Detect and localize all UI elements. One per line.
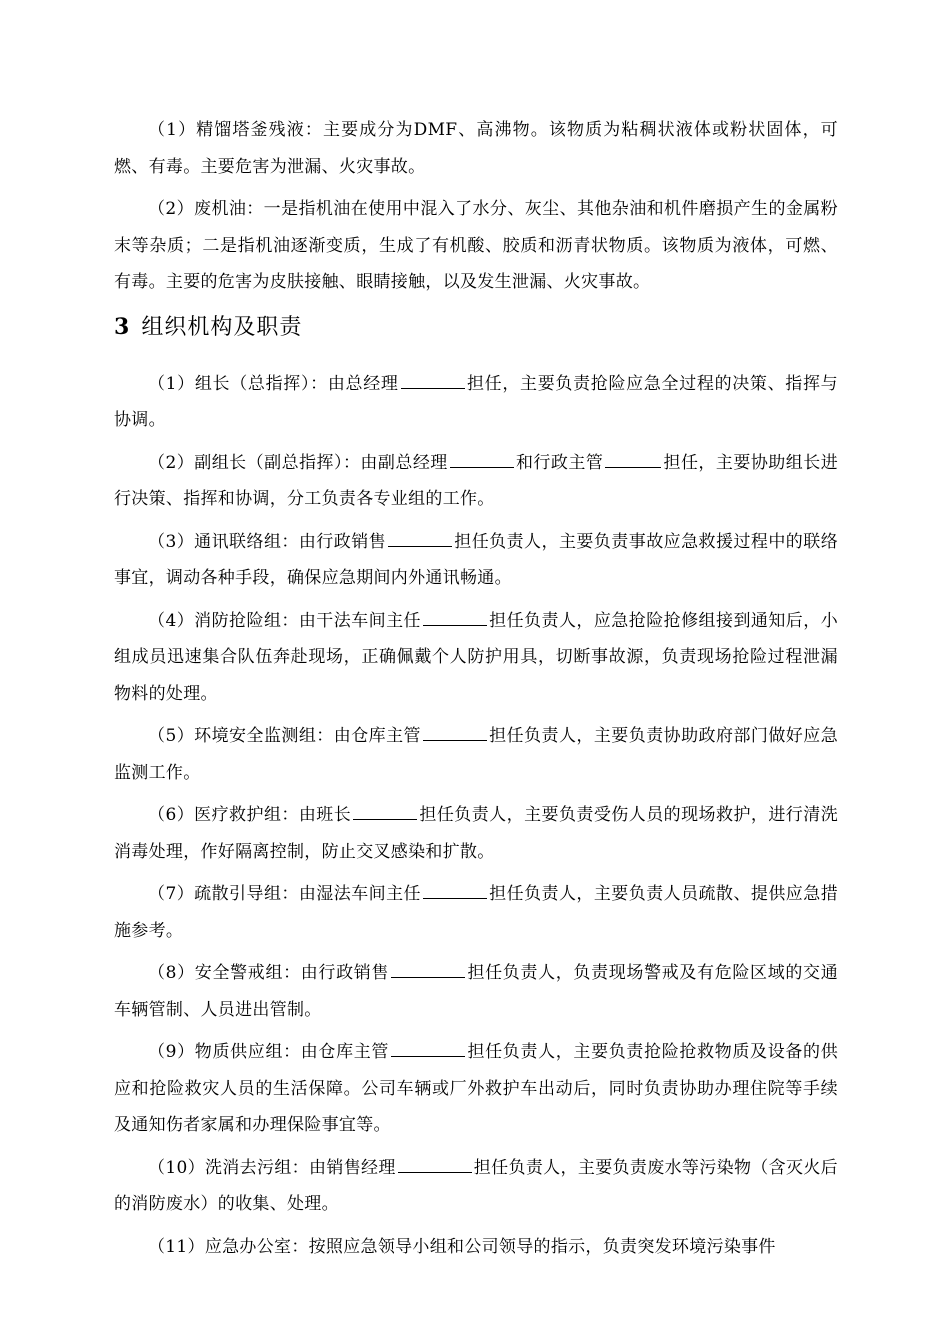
role-text: （1）组长（总指挥）：由总经理 <box>148 373 399 394</box>
role-paragraph <box>114 603 838 713</box>
role-text: （3）通讯联络组：由行政销售 <box>148 531 387 552</box>
fill-in-blank <box>391 1055 465 1057</box>
role-paragraph <box>114 718 838 791</box>
section-title: 组织机构及职责 <box>141 314 303 340</box>
role-paragraph <box>114 445 838 518</box>
role-text: （6）医疗救护组：由班长 <box>148 805 352 825</box>
role-text: （10）洗消去污组：由销售经理 <box>148 1157 396 1178</box>
fill-in-blank <box>401 387 465 389</box>
role-text: 担任，主要负责抢险应急全过程的决策、指挥与协调。 <box>114 373 838 430</box>
role-text: 担任负责人，主要负责受伤人员的现场救护，进行清洗消毒处理，作好隔离控制，防止交叉感染和扩散。 <box>114 805 839 862</box>
role-text: （5）环境安全监测组：由仓库主管 <box>148 726 422 746</box>
role-paragraph <box>114 524 838 597</box>
role-text: （8）安全警戒组：由行政销售 <box>148 963 390 983</box>
paragraph-still-residue: （1）精馏塔釜残液：主要成分为DMF、高沸物。该物质为粘稠状液体或粉状固体，可燃、有毒。主要危害为泄漏、火灾事故。 <box>114 120 838 177</box>
role-text: （11）应急办公室：按照应急领导小组和公司领导的指示，负责突发环境污染事件 <box>148 1236 776 1257</box>
role-paragraph <box>114 1150 838 1223</box>
paragraph-waste-oil: （2）废机油：一是指机油在使用中混入了水分、灰尘、其他杂油和机件磨损产生的金属粉末等杂质；二是指机油逐渐变质，生成了有机酸、胶质和沥青状物质。该物质为液体，可燃、有毒。主要的危害为皮肤接触、眼睛接触，以及发生泄漏、火灾事故。 <box>114 199 838 292</box>
role-text: 担任负责人，负责现场警戒及有危险区域的交通车辆管制、人员进出管制。 <box>114 963 838 1020</box>
fill-in-blank <box>605 466 661 468</box>
fill-in-blank <box>450 466 514 468</box>
role-text: 担任负责人，应急抢险抢修组接到通知后，小组成员迅速集合队伍奔赴现场，正确佩戴个人防护用具，切断事故源，负责现场抢险过程泄漏物料的处理。 <box>114 610 839 704</box>
fill-in-blank <box>388 545 452 547</box>
section-number: 3 <box>114 313 130 340</box>
role-paragraph <box>114 366 838 439</box>
fill-in-blank <box>423 739 487 741</box>
fill-in-blank <box>353 818 417 820</box>
role-paragraph <box>114 1229 838 1266</box>
fill-in-blank <box>423 897 487 899</box>
role-text: 担任负责人，主要负责事故应急救援过程中的联络事宜，调动各种手段，确保应急期间内外通讯畅通。 <box>114 531 838 588</box>
role-text: 担任负责人，主要负责废水等污染物（含灭火后的消防废水）的收集、处理。 <box>114 1157 838 1214</box>
role-text: 和行政主管 <box>515 452 604 473</box>
role-paragraph <box>114 955 838 1028</box>
fill-in-blank <box>391 976 465 978</box>
fill-in-blank <box>398 1171 472 1173</box>
role-text: 担任负责人，主要负责抢险抢救物质及设备的供应和抢险救灾人员的生活保障。公司车辆或厂外救护车出动后，同时负责协助办理住院等手续及通知伤者家属和办理保险事宜等。 <box>114 1042 838 1135</box>
role-text: 担任负责人，主要负责协助政府部门做好应急监测工作。 <box>114 726 839 783</box>
section-heading <box>114 307 838 348</box>
role-paragraph <box>114 797 838 870</box>
document-body <box>114 112 838 1271</box>
role-paragraph <box>114 1034 838 1144</box>
role-text: （9）物质供应组：由仓库主管 <box>148 1042 390 1062</box>
role-text: （4）消防抢险组：由干法车间主任 <box>148 610 422 631</box>
role-text: 担任，主要协助组长进行决策、指挥和协调，分工负责各专业组的工作。 <box>114 452 839 509</box>
role-text: （7）疏散引导组：由湿法车间主任 <box>148 884 422 904</box>
fill-in-blank <box>423 624 487 626</box>
role-paragraph <box>114 876 838 949</box>
role-text: （2）副组长（副总指挥）：由副总经理 <box>148 452 448 473</box>
role-text: 担任负责人，主要负责人员疏散、提供应急措施参考。 <box>114 884 839 941</box>
